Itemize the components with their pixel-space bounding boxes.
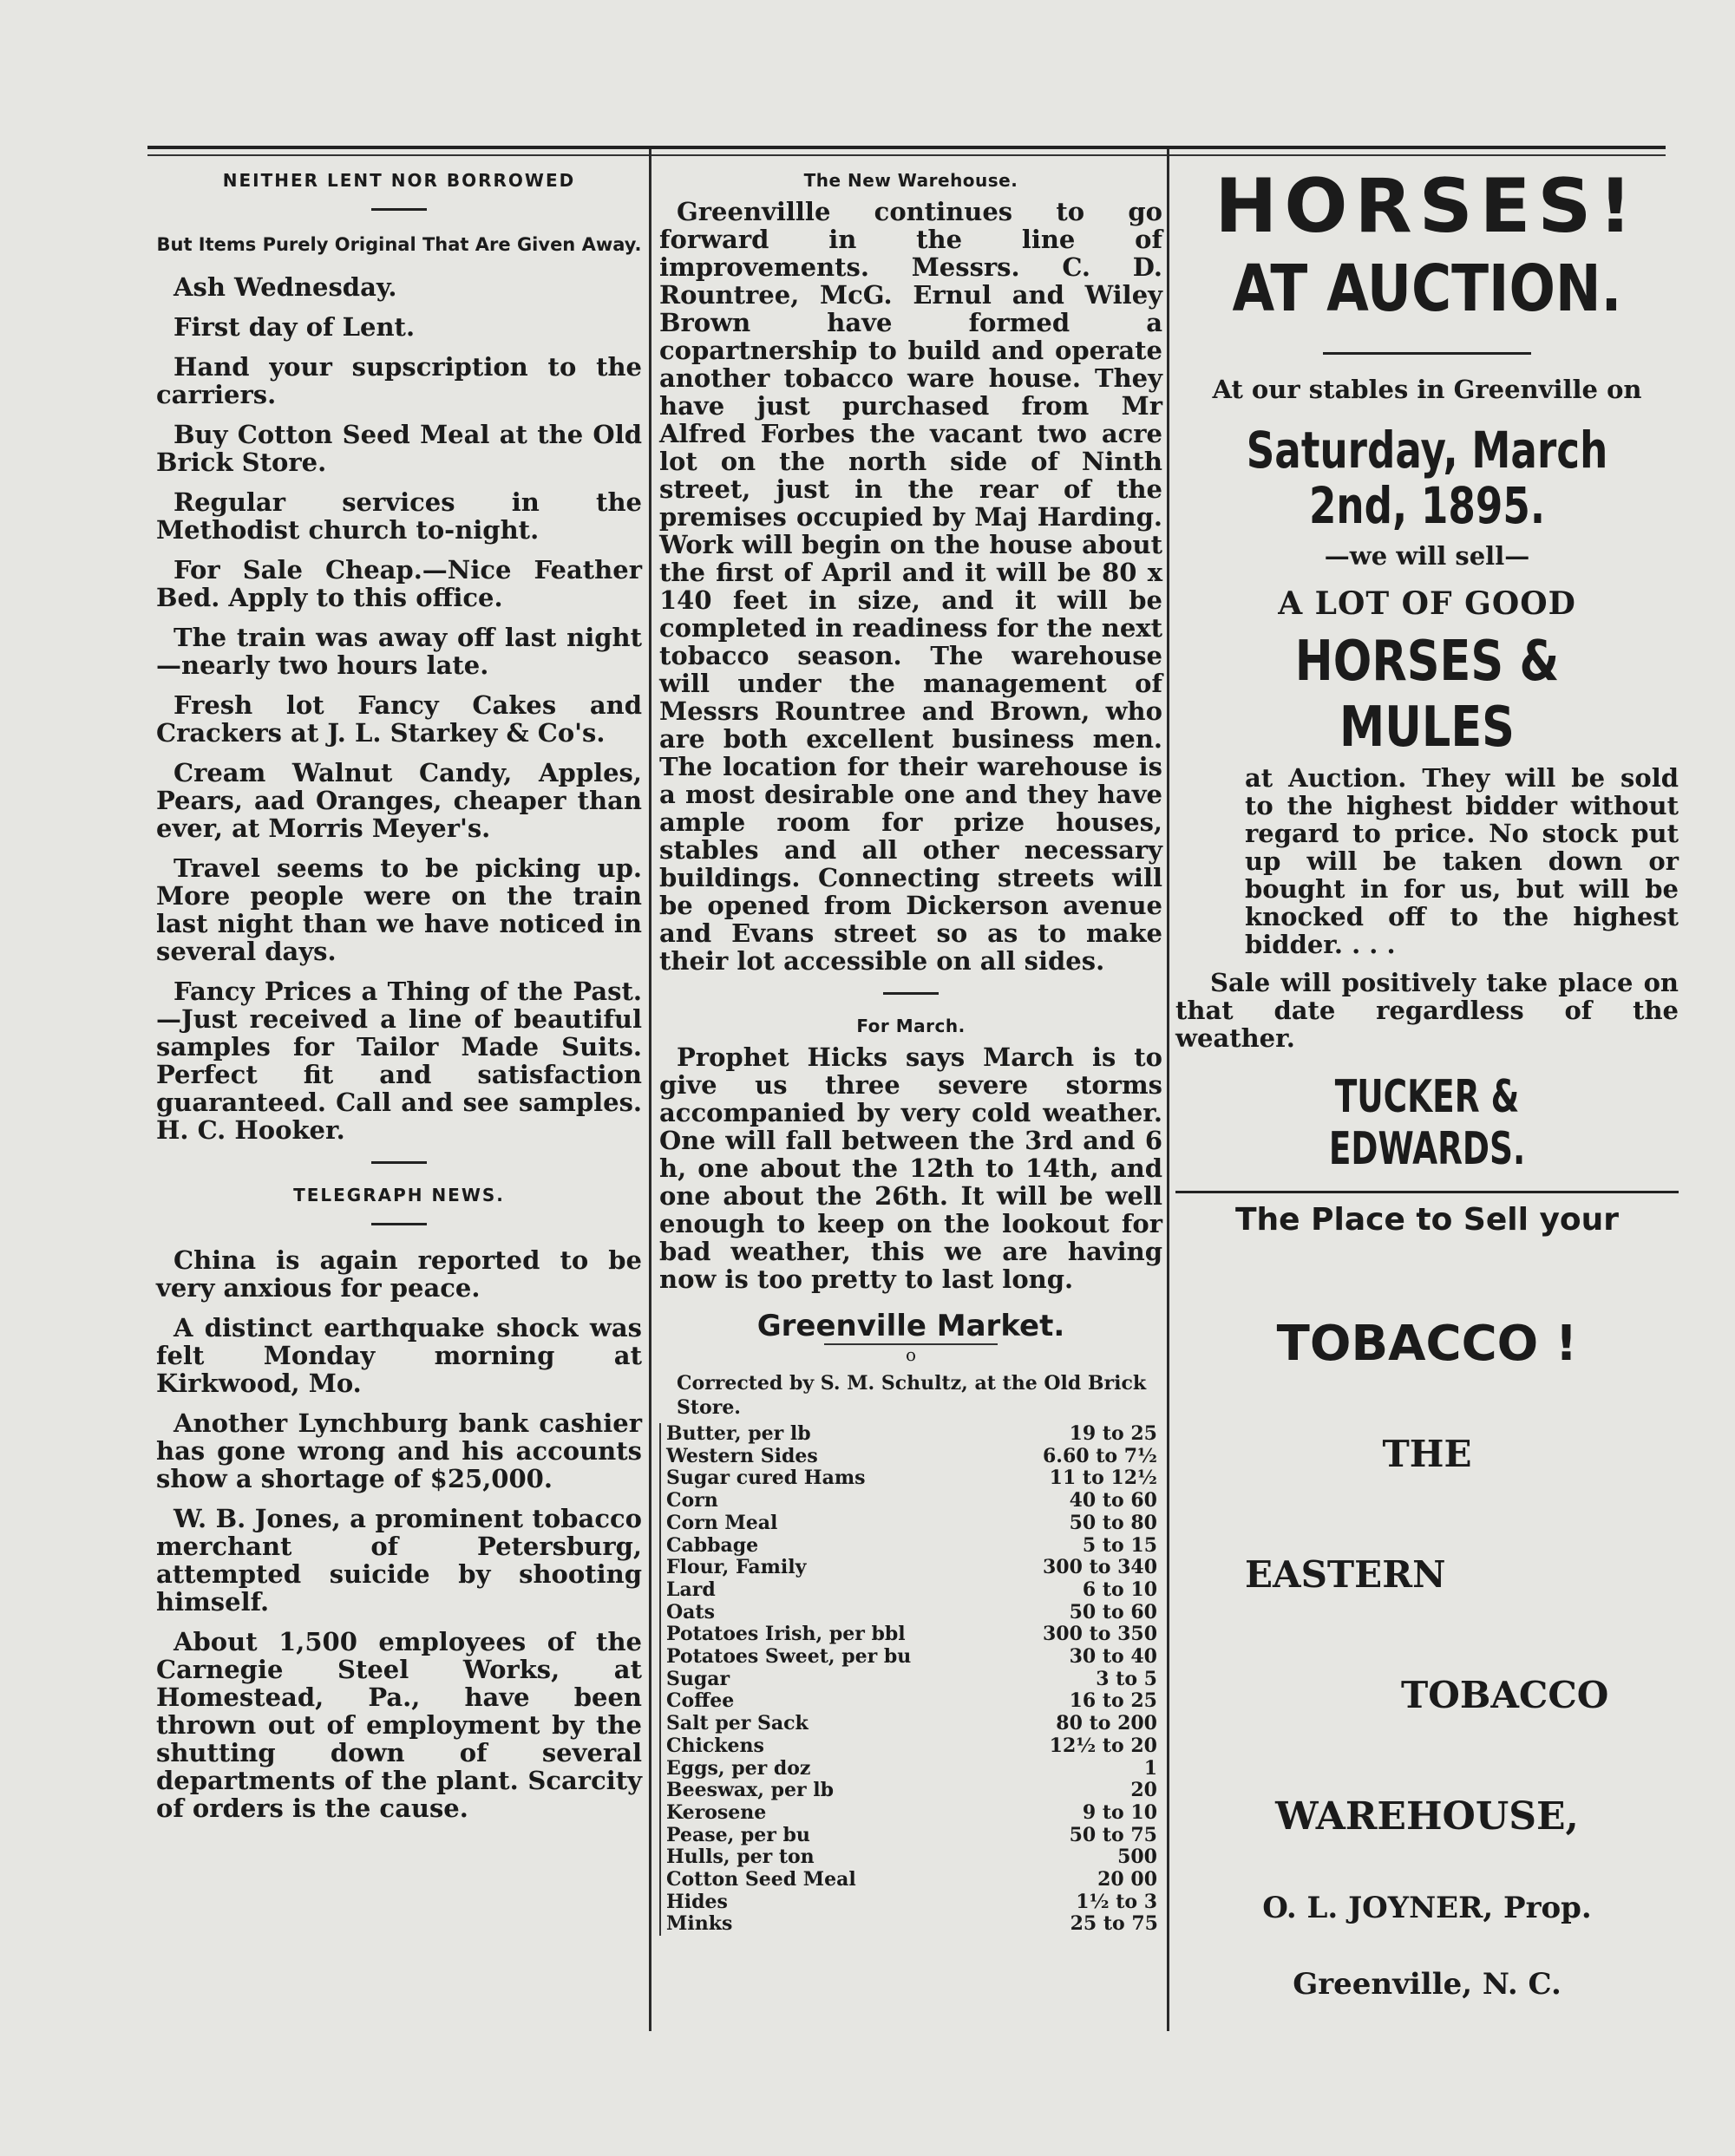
ad-horses-mules: HORSES & MULES <box>1294 630 1560 760</box>
market-item: Pease, per bu <box>666 1823 810 1846</box>
market-item: Oats <box>666 1600 715 1624</box>
market-item: Eggs, per doz <box>666 1756 811 1780</box>
market-item: Cabbage <box>666 1533 759 1557</box>
column-advertisements <box>1175 165 1679 2002</box>
market-item: Cotton Seed Meal <box>666 1868 856 1891</box>
local-item: Cream Walnut Candy, Apples, Pears, aad Oranges, cheaper than ever, at Morris Meyer's. <box>156 758 642 843</box>
market-title: Greenville Market. <box>756 1309 1065 1343</box>
market-row <box>660 1758 1162 1780</box>
market-row <box>660 1735 1162 1758</box>
market-corrected-by: Corrected by S. M. Schultz, at the Old Brick Store. <box>677 1372 1147 1419</box>
ad-title-auction: AT AUCTION. <box>1232 252 1622 326</box>
ad-body: at Auction. They will be sold to the highest bidder without regard to price. No stock put up will be taken down or bought in for us, but will be knocked off to the highest bidder. . . . <box>1245 763 1679 959</box>
local-item: The train was away off last night—nearly two hours late. <box>156 623 642 680</box>
top-rule <box>147 146 1666 149</box>
divider <box>371 1223 427 1225</box>
tobacco-ad-city: Greenville, N. C. <box>1293 1967 1562 2002</box>
divider <box>883 992 939 995</box>
market-row <box>660 1913 1162 1936</box>
tobacco-ad-warehouse: WAREHOUSE, <box>1275 1794 1579 1839</box>
market-item: Chickens <box>666 1734 764 1757</box>
column-divider-1 <box>649 149 651 2031</box>
market-price: 6.60 to 7½ <box>1043 1444 1157 1467</box>
market-item: Sugar cured Hams <box>666 1467 866 1490</box>
local-item: Fancy Prices a Thing of the Past.—Just received a line of beautiful samples for Tailor Made Suits. Perfect fit and satisfaction guaranteed. Call and see samples. H. C. Hooker. <box>156 977 642 1145</box>
market-row <box>660 1467 1162 1490</box>
tobacco-ad-eastern: EASTERN <box>1245 1553 1446 1596</box>
market-row <box>660 1535 1162 1558</box>
local-item: Ash Wednesday. <box>174 272 397 302</box>
market-price: 5 to 15 <box>1082 1533 1157 1557</box>
market-item: Salt per Sack <box>666 1712 809 1735</box>
divider <box>371 1161 427 1164</box>
tobacco-ad-lead: The Place to Sell your <box>1234 1202 1620 1238</box>
ad-title-horses: HORSES! <box>1214 163 1640 250</box>
market-price: 50 to 60 <box>1069 1600 1157 1624</box>
local-item: Regular services in the Methodist church to-night. <box>156 487 642 545</box>
market-price: 1 <box>1143 1756 1157 1780</box>
market-price: 300 to 340 <box>1043 1556 1157 1579</box>
market-table <box>659 1423 1162 1936</box>
local-item: For Sale Cheap.—Nice Feather Bed. Apply to this office. <box>156 555 642 612</box>
market-row <box>660 1690 1162 1713</box>
market-row <box>660 1602 1162 1624</box>
market-item: Corn <box>666 1489 718 1512</box>
market-row <box>660 1713 1162 1735</box>
market-row <box>660 1825 1162 1847</box>
market-row <box>660 1802 1162 1825</box>
market-row <box>660 1446 1162 1468</box>
march-article: Prophet Hicks says March is to give us three severe storms accompanied by very cold weather. One will fall between the 3rd and 6 h, one about the 12th to 14th, and one about the 26th. It will be well enough to keep on the lookout for bad weather, this we are having now is too pretty to last long. <box>659 1042 1162 1294</box>
market-row <box>660 1846 1162 1869</box>
ad-stables: At our stables in Greenville on <box>1212 375 1642 404</box>
telegraph-item: A distinct earthquake shock was felt Monday morning at Kirkwood, Mo. <box>156 1313 642 1398</box>
market-price: 12½ to 20 <box>1049 1734 1157 1757</box>
market-price: 3 to 5 <box>1096 1667 1157 1690</box>
market-item: Lard <box>666 1578 716 1601</box>
market-price: 16 to 25 <box>1069 1689 1157 1713</box>
section-header: NEITHER LENT NOR BORROWED <box>222 170 576 191</box>
market-item: Butter, per lb <box>666 1422 811 1445</box>
market-price: 11 to 12½ <box>1049 1467 1157 1490</box>
market-price: 19 to 25 <box>1069 1422 1157 1445</box>
telegraph-item: China is again reported to be very anxious for peace. <box>156 1245 642 1303</box>
tobacco-ad-tobacco: TOBACCO <box>1401 1674 1609 1716</box>
divider <box>371 208 427 211</box>
column-local-items <box>156 165 642 1834</box>
march-header: For March. <box>856 1016 966 1036</box>
warehouse-header: The New Warehouse. <box>803 170 1018 191</box>
market-item: Kerosene <box>666 1800 767 1824</box>
market-price: 50 to 80 <box>1069 1511 1157 1534</box>
market-row <box>660 1557 1162 1579</box>
market-row <box>660 1512 1162 1535</box>
local-item: First day of Lent. <box>174 312 416 342</box>
market-ornament: o <box>824 1343 998 1364</box>
market-row <box>660 1780 1162 1802</box>
market-row <box>660 1624 1162 1646</box>
market-price: 6 to 10 <box>1082 1578 1157 1601</box>
tobacco-ad-proprietor: O. L. JOYNER, Prop. <box>1262 1891 1592 1925</box>
ad-date: Saturday, March 2nd, 1895. <box>1246 421 1608 535</box>
ad-body-2: Sale will positively take place on that date regardless of the weather. <box>1175 968 1679 1053</box>
market-item: Hulls, per ton <box>666 1846 815 1869</box>
market-price: 1½ to 3 <box>1076 1890 1157 1913</box>
market-row <box>660 1579 1162 1602</box>
ad-firm: TUCKER & EDWARDS. <box>1328 1071 1526 1175</box>
top-rule-thin <box>147 154 1666 156</box>
local-item: Buy Cotton Seed Meal at the Old Brick Store. <box>156 420 642 477</box>
market-price: 300 to 350 <box>1043 1623 1157 1646</box>
market-row <box>660 1869 1162 1891</box>
market-row <box>660 1669 1162 1691</box>
market-price: 500 <box>1117 1846 1157 1869</box>
market-row <box>660 1423 1162 1446</box>
column-divider-2 <box>1167 149 1169 2031</box>
market-item: Potatoes Irish, per bbl <box>666 1623 906 1646</box>
section-subheader: But Items Purely Original That Are Given Away. <box>156 234 642 255</box>
market-item: Corn Meal <box>666 1511 778 1534</box>
market-item: Flour, Family <box>666 1556 807 1579</box>
local-item: Fresh lot Fancy Cakes and Crackers at J. L. Starkey & Co's. <box>156 690 642 748</box>
telegraph-item: W. B. Jones, a prominent tobacco merchant of Petersburg, attempted suicide by shooting himself. <box>156 1504 642 1617</box>
market-item: Hides <box>666 1890 728 1913</box>
market-price: 40 to 60 <box>1069 1489 1157 1512</box>
market-price: 20 <box>1130 1779 1157 1802</box>
ad-lot: A LOT OF GOOD <box>1278 585 1576 622</box>
market-item: Western Sides <box>666 1444 818 1467</box>
market-price: 25 to 75 <box>1070 1912 1158 1936</box>
local-item: Hand your supscription to the carriers. <box>156 352 642 409</box>
market-item: Coffee <box>666 1689 735 1713</box>
column-news-market <box>659 165 1162 1936</box>
warehouse-article: Greenvillle continues to go forward in the line of improvements. Messrs. C. D. Rountree, McG. Ernul and Wiley Brown have formed a copartnership to build and operate another tobacco ware house. They have just purchased from Mr Alfred Forbes the vacant two acre lot on the north side of Ninth street, just in the rear of the premises occupied by Maj Harding. Work will begin on the house about the first of April and it will be 80 x 140 feet in size, and it will be completed in readiness for the next tobacco season. The warehouse will under the management of Messrs Rountree and Brown, who are both excellent business men. The location for their warehouse is a most desirable one and they have ample room for prize houses, stables and all other necessary buildings. Connecting streets will be opened from Dickerson avenue and Evans street so as to make their lot accessible on all sides. <box>659 197 1162 976</box>
market-item: Sugar <box>666 1667 730 1690</box>
market-row <box>660 1646 1162 1669</box>
local-item: Travel seems to be picking up. More people were on the train last night than we have noticed in several days. <box>156 853 642 966</box>
market-price: 30 to 40 <box>1069 1645 1157 1669</box>
tobacco-ad-the: THE <box>1382 1433 1472 1475</box>
telegraph-item: About 1,500 employees of the Carnegie Steel Works, at Homestead, Pa., have been thrown out of employment by the shutting down of several departments of the plant. Scarcity of orders is the cause. <box>156 1627 642 1823</box>
market-price: 9 to 10 <box>1082 1800 1157 1824</box>
ad-will-sell: —we will sell— <box>1324 541 1530 571</box>
ornament-rule <box>1323 352 1531 355</box>
telegraph-header: TELEGRAPH NEWS. <box>293 1185 505 1205</box>
market-item: Minks <box>666 1912 733 1936</box>
market-item: Potatoes Sweet, per bu <box>666 1645 912 1669</box>
market-price: 80 to 200 <box>1056 1712 1157 1735</box>
tobacco-ad-title: TOBACCO ! <box>1276 1316 1578 1372</box>
market-row <box>660 1490 1162 1512</box>
market-price: 20 00 <box>1097 1868 1157 1891</box>
market-row <box>660 1891 1162 1914</box>
market-price: 50 to 75 <box>1069 1823 1157 1846</box>
market-item: Beeswax, per lb <box>666 1779 834 1802</box>
telegraph-item: Another Lynchburg bank cashier has gone wrong and his accounts show a shortage of $25,000. <box>156 1408 642 1493</box>
ad-separator <box>1175 1191 1679 1193</box>
